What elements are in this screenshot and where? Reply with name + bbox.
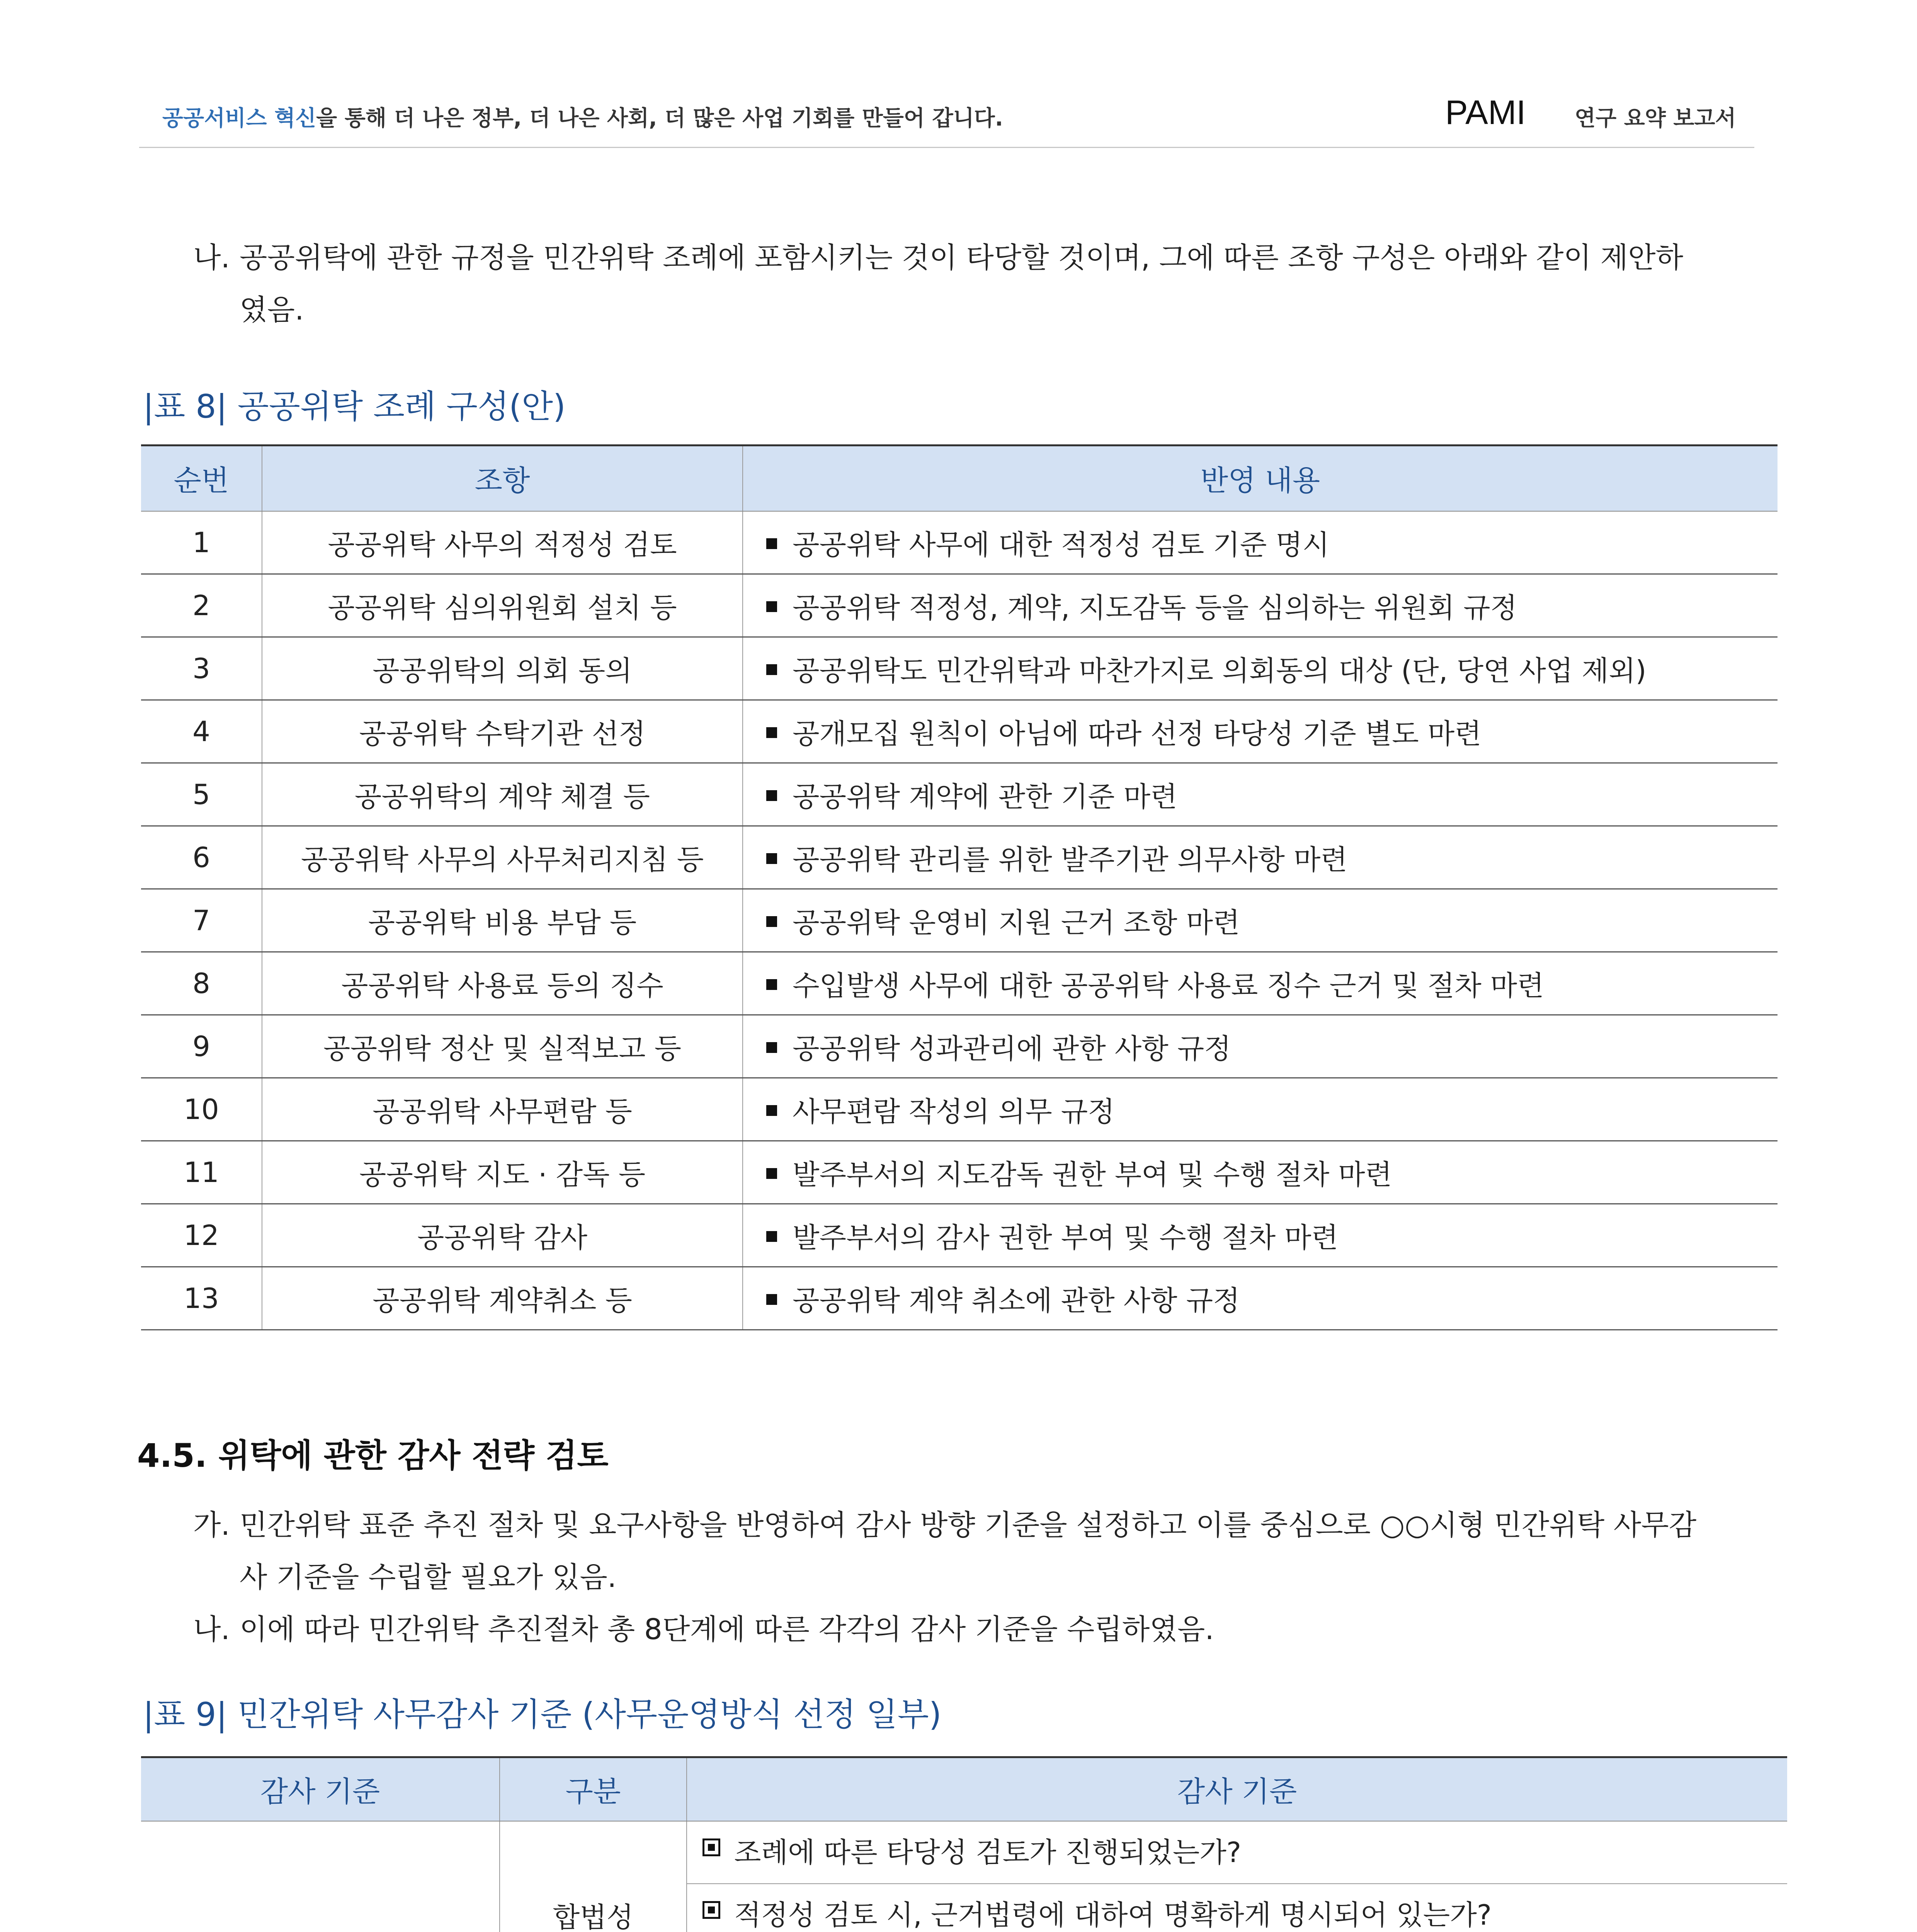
table8-content-text: 공공위탁 성과관리에 관한 사항 규정 <box>793 1032 1231 1065</box>
table8-cell-no: 9 <box>141 1015 262 1078</box>
table8-cell-no: 10 <box>141 1078 262 1141</box>
table8-cell-article: 공공위탁 사무편람 등 <box>262 1078 743 1141</box>
intro-marker: 나. <box>193 241 230 274</box>
table8-row <box>141 574 1778 637</box>
table9 <box>141 1756 1787 1932</box>
header-tagline <box>162 101 1003 132</box>
table8-content-text: 공공위탁 적정성, 계약, 지도감독 등을 심의하는 위원회 규정 <box>793 591 1517 624</box>
table8-content-text: 사무편람 작성의 의무 규정 <box>793 1095 1115 1128</box>
table8-row <box>141 1204 1778 1267</box>
table8-cell-article: 공공위탁의 의회 동의 <box>262 637 743 700</box>
table8-content-text: 공공위탁 계약 취소에 관한 사항 규정 <box>793 1284 1240 1317</box>
table9-header-standard: 감사 기준 <box>141 1757 500 1821</box>
table8-header-row <box>141 446 1778 511</box>
table8-cell-no: 12 <box>141 1204 262 1267</box>
square-bullet-icon <box>766 538 777 549</box>
intro-line1: 공공위탁에 관한 규정을 민간위탁 조례에 포함시키는 것이 타당할 것이며, 그에 따른 조항 구성은 아래와 같이 제안하 <box>240 241 1684 274</box>
item1-line2: 사 기준을 수립할 필요가 있음. <box>240 1561 617 1594</box>
square-bullet-icon <box>766 1294 777 1305</box>
square-bullet-icon <box>766 1042 777 1053</box>
table9-header-row <box>141 1757 1787 1821</box>
square-bullet-icon <box>766 979 777 990</box>
table8-cell-article: 공공위탁 심의위원회 설치 등 <box>262 574 743 637</box>
table8-cell-no: 11 <box>141 1141 262 1204</box>
table8-content-text: 발주부서의 감사 권한 부여 및 수행 절차 마련 <box>793 1221 1339 1254</box>
table8-cell-article: 공공위탁 감사 <box>262 1204 743 1267</box>
table8-cell-content <box>743 763 1778 826</box>
table9-cell-criterion <box>687 1821 1787 1884</box>
table8-cell-article: 공공위탁의 계약 체결 등 <box>262 763 743 826</box>
table8-cell-article: 공공위탁 사무의 사무처리지침 등 <box>262 826 743 889</box>
section-title: 4.5. 위탁에 관한 감사 전략 검토 <box>137 1437 609 1475</box>
checkbox-bullet-icon <box>703 1901 720 1919</box>
table8-header-content: 반영 내용 <box>743 446 1778 511</box>
tagline-rest: 을 통해 더 나은 정부, 더 나은 사회, 더 많은 사업 기회를 만들어 갑니다. <box>316 106 1004 131</box>
table8-row <box>141 511 1778 574</box>
table8-cell-content <box>743 826 1778 889</box>
table8-cell-no: 7 <box>141 889 262 952</box>
item1-marker: 가. <box>193 1509 230 1542</box>
table8-cell-no: 1 <box>141 511 262 574</box>
table8-cell-content <box>743 1078 1778 1141</box>
item2-line1: 이에 따라 민간위탁 추진절차 총 8단계에 따른 각각의 감사 기준을 수립하였음. <box>240 1613 1214 1646</box>
header-brand: PAMI <box>1445 93 1526 131</box>
criterion-wrap <box>703 1833 1787 1872</box>
tagline-highlight: 공공서비스 혁신 <box>162 106 316 131</box>
square-bullet-icon <box>766 664 777 675</box>
intro-paragraph <box>193 232 1778 336</box>
criterion-wrap <box>703 1896 1787 1932</box>
table8-cell-content <box>743 1141 1778 1204</box>
table8-cell-article: 공공위탁 사용료 등의 징수 <box>262 952 743 1015</box>
table8-cell-article: 공공위탁 정산 및 실적보고 등 <box>262 1015 743 1078</box>
table8-row <box>141 826 1778 889</box>
table8-cell-article: 공공위탁 지도 · 감독 등 <box>262 1141 743 1204</box>
table9-row <box>141 1821 1787 1884</box>
table9-cell-division: 합법성 <box>500 1821 687 1932</box>
table8-cell-article: 공공위탁 비용 부담 등 <box>262 889 743 952</box>
item2-marker: 나. <box>193 1613 230 1646</box>
table9-header-criteria: 감사 기준 <box>687 1757 1787 1821</box>
table9-cell-category <box>141 1821 500 1932</box>
table8-cell-content <box>743 637 1778 700</box>
table8 <box>141 444 1778 1330</box>
square-bullet-icon <box>766 1168 777 1179</box>
table8-cell-article: 공공위탁 계약취소 등 <box>262 1267 743 1330</box>
table8-cell-content <box>743 700 1778 763</box>
table9-cell-criterion <box>687 1884 1787 1932</box>
table8-cell-no: 3 <box>141 637 262 700</box>
header-report-type: 연구 요약 보고서 <box>1575 106 1736 131</box>
table8-cell-article: 공공위탁 사무의 적정성 검토 <box>262 511 743 574</box>
header-divider <box>139 147 1754 148</box>
table8-content-text: 발주부서의 지도감독 권한 부여 및 수행 절차 마련 <box>793 1158 1392 1191</box>
table8-cell-article: 공공위탁 수탁기관 선정 <box>262 700 743 763</box>
table8-row <box>141 637 1778 700</box>
table9-criterion-text: 적정성 검토 시, 근거법령에 대하여 명확하게 명시되어 있는가? <box>734 1898 1492 1931</box>
table8-cell-content <box>743 511 1778 574</box>
table9-criterion-text: 조례에 따른 타당성 검토가 진행되었는가? <box>734 1836 1242 1869</box>
table8-content-text: 공공위탁 운영비 지원 근거 조항 마련 <box>793 906 1240 939</box>
checkbox-bullet-icon <box>703 1838 720 1856</box>
table8-cell-content <box>743 574 1778 637</box>
table8-cell-no: 6 <box>141 826 262 889</box>
table8-row <box>141 700 1778 763</box>
table8-content-text: 공공위탁도 민간위탁과 마찬가지로 의회동의 대상 (단, 당연 사업 제외) <box>793 654 1647 687</box>
table8-row <box>141 763 1778 826</box>
table8-row <box>141 889 1778 952</box>
table8-header-article: 조항 <box>262 446 743 511</box>
table8-cell-content <box>743 1015 1778 1078</box>
table8-row <box>141 1015 1778 1078</box>
table8-content-text: 공공위탁 관리를 위한 발주기관 의무사항 마련 <box>793 843 1347 876</box>
table8-cell-no: 13 <box>141 1267 262 1330</box>
table8-cell-content <box>743 1267 1778 1330</box>
square-bullet-icon <box>766 1231 777 1242</box>
table8-cell-content <box>743 1204 1778 1267</box>
square-bullet-icon <box>766 790 777 801</box>
table8-cell-no: 4 <box>141 700 262 763</box>
table8-cell-content <box>743 952 1778 1015</box>
table8-cell-content <box>743 889 1778 952</box>
square-bullet-icon <box>766 727 777 738</box>
table8-row <box>141 1141 1778 1204</box>
table8-content-text: 수입발생 사무에 대한 공공위탁 사용료 징수 근거 및 절차 마련 <box>793 969 1544 1002</box>
section-paragraph <box>193 1499 1778 1656</box>
table8-content-text: 공공위탁 계약에 관한 기준 마련 <box>793 780 1177 813</box>
square-bullet-icon <box>766 853 777 864</box>
square-bullet-icon <box>766 1105 777 1116</box>
table8-cell-no: 2 <box>141 574 262 637</box>
table9-header-division: 구분 <box>500 1757 687 1821</box>
square-bullet-icon <box>766 601 777 612</box>
table8-row <box>141 1267 1778 1330</box>
square-bullet-icon <box>766 916 777 927</box>
table8-content-text: 공공위탁 사무에 대한 적정성 검토 기준 명시 <box>793 528 1330 561</box>
table8-cell-no: 5 <box>141 763 262 826</box>
table8-content-text: 공개모집 원칙이 아님에 따라 선정 타당성 기준 별도 마련 <box>793 717 1482 750</box>
item1-line1: 민간위탁 표준 추진 절차 및 요구사항을 반영하여 감사 방향 기준을 설정하고 이를 중심으로 ○○시형 민간위탁 사무감 <box>240 1509 1697 1542</box>
table8-caption: |표 8| 공공위탁 조례 구성(안) <box>143 388 566 425</box>
table8-cell-no: 8 <box>141 952 262 1015</box>
table8-row <box>141 1078 1778 1141</box>
table8-header-no: 순번 <box>141 446 262 511</box>
table9-caption: |표 9| 민간위탁 사무감사 기준 (사무운영방식 선정 일부) <box>143 1696 942 1733</box>
intro-line2: 였음. <box>240 293 304 327</box>
table8-row <box>141 952 1778 1015</box>
